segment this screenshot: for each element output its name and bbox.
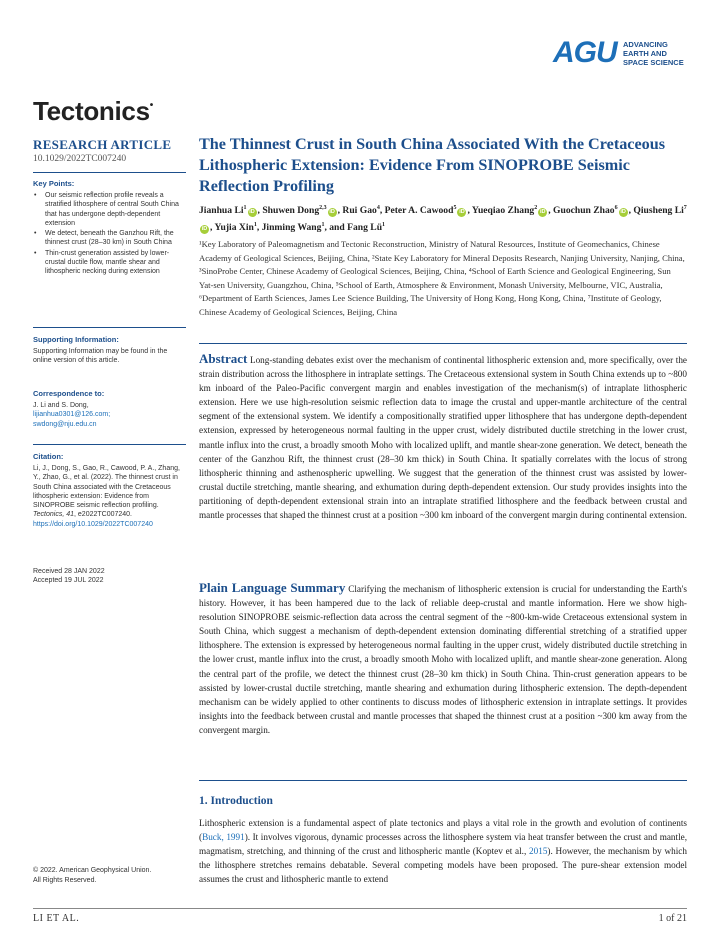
orcid-icon[interactable]: iD [201, 226, 208, 233]
author-name: Qiusheng Li [633, 205, 684, 217]
agu-logo[interactable] [553, 36, 693, 70]
citation-article-id: , e2022TC007240. [74, 511, 133, 519]
key-point-item: • Our seismic reflection profile reveals a stratified lithosphere of central South China that has undergone depth-dependent extension [33, 191, 183, 228]
correspondence-heading: Correspondence to: [33, 389, 105, 398]
author[interactable] [199, 205, 258, 216]
citation-body: Li, J., Dong, S., Gao, R., Cawood, P. A., Zhang, Y., Zhao, G., et al. (2022). The thinnest crust in South China associated with the Cretaceous lithospheric extension: Evidence from SINOPROBE seismic reflection profiling. [33, 465, 180, 510]
author-name: Jianhua Li [199, 205, 244, 217]
author-name: Peter A. Cawood [384, 205, 454, 217]
supporting-info-heading: Supporting Information: [33, 335, 119, 344]
orcid-icon[interactable]: iD [329, 209, 335, 216]
agu-logo-mark: AGU [553, 36, 617, 69]
key-point-item: • Thin-crust generation assisted by lower-crustal ductile flow, mantle shear and lithospheric necking during extension [33, 249, 183, 277]
divider [199, 343, 687, 344]
affiliations: ¹Key Laboratory of Paleomagnetism and Tectonic Reconstruction, Ministry of Natural Resources, Institute of Geomechanics, Chinese Academy of Geological Sciences, Beijing, China, ²State Key Laboratory for Mineral Deposits Research, Nanjing University, Nanjing, China, ³SinoProbe Center, Chinese Academy of Geological Sciences, Beijing, China, ⁴School of Earth Science and Geological Engineering, Sun Yat-sen University, Guangzhou, China, ⁵School of Earth, Atmosphere & Environment, Monash University, Melbourne, VIC, Australia, ⁶Department of Earth Sciences, James Lee Science Building, The University of Hong Kong, Hong Kong, China, ⁷Institute of Geology, Chinese Academy of Geological Sciences, Beijing, China [199, 239, 685, 317]
correspondence-email[interactable]: swdong@nju.edu.cn [33, 420, 97, 428]
orcid-icon[interactable]: iD [459, 209, 465, 216]
footer-divider [33, 908, 687, 909]
author-affiliation: 4 [376, 205, 380, 211]
abstract-heading: Abstract [199, 351, 248, 366]
copyright-line: All Rights Reserved. [33, 876, 97, 884]
author[interactable] [262, 222, 325, 233]
journal-mark: • [149, 100, 153, 111]
abstract-text: Long-standing debates exist over the mechanism of continental lithospheric extension and, more specifically, over the strain distribution across the lithosphere in intraplate settings. The Cretaceous extensional system in South China extends up to ~800 km inboard of the Paleo-Pacific convergent margin and enables investigation of the mechanism(s) of intraplate lithospheric extension. Here we use high-resolution seismic reflection data to image the crustal and upper-mantle architecture of the central segment of the extensional system. We identify a compositionally stratified upper lithosphere that has undergone depth-dependent extension, expressed by heterogeneous normal faulting in the upper crust, widely distributed ductile stretching in the lower crust, mantle influx into the crust, a broadly smooth Moho with localized uplift, and mantle shear-zone generation. We detect, beneath the center of the Ganzhou Rift, the thinnest crust (28–30 km thick) in South China. It spatially correlates with the locus of strong lithospheric thinning and asthenospheric upwelling. We suggest that the generation of the thinnest crust was assisted by lower-crustal ductile stretching, mantle shearing, and exhumation during depth-dependent extension. Our study provides insights into the partitioning of depth-dependent extensional strain into an intraplate stratified lithosphere and the feedback between crustal and mantle processes that shaped the thinnest crust at a position ~300 km inboard of the convergent margin during continental extension. [199, 355, 687, 521]
footer-authors: LI ET AL. [33, 913, 80, 924]
author[interactable] [214, 222, 256, 233]
author-affiliation: 7 [683, 205, 687, 211]
reference-link[interactable]: Buck, 1991 [202, 832, 245, 843]
orcid-icon[interactable]: iD [539, 209, 546, 216]
key-points-heading: Key Points: [33, 179, 75, 188]
key-points [33, 179, 183, 278]
reference-link[interactable]: 2015 [529, 846, 548, 857]
section-heading: 1. Introduction [199, 795, 273, 807]
correspondence [33, 389, 183, 429]
article-type: RESEARCH ARTICLE [33, 137, 172, 152]
citation [33, 452, 183, 529]
citation-heading: Citation: [33, 452, 64, 461]
author-name: Guochun Zhao [553, 205, 615, 217]
supporting-info-text: Supporting Information may be found in the online version of this article. [33, 348, 168, 365]
author[interactable] [553, 205, 629, 216]
article-meta [33, 137, 183, 164]
author-affiliation: 1 [253, 222, 257, 229]
author[interactable] [385, 205, 468, 216]
author-affiliation: 2,3 [319, 205, 327, 211]
agu-tagline-line: ADVANCING [623, 40, 668, 49]
dates [33, 567, 183, 586]
introduction-text [199, 816, 687, 886]
copyright-line: © 2022. American Geophysical Union. [33, 867, 152, 874]
plain-language-summary-text: Clarifying the mechanism of lithospheric extension is crucial for understanding the Earth's history. However, it has been hampered due to the lack of reliable deep-crustal and mantle information. Here we show high-resolution SINOPROBE seismic-reflection data across the central segment of the ~800-km-wide Cretaceous extensional system in South China, which suggest a mechanism of depth-dependent extension dominating differential stretching of a stratified upper lithosphere. The extension is expressed by heterogeneous normal faulting in the upper crust, widely distributed ductile stretching in the lower crust, mantle influx into the crust, a broadly smooth Moho with localized uplift, and mantle shear-zone generation. Along the central part of the profile, we detect the thinnest crust (28–30 km thick) in South China. Thin-crust generation appears to be assisted by lower-crustal ductile stretching, mantle shearing and exhumation during lithospheric extension. The depth-dependent mechanism can be widely applied to other continents to discuss modes of lithospheric extension in intraplate settings. It provides insights into the feedback between crustal and mantle processes that shaped the thinnest crust at a position ~300 km away from the convergent margin. [199, 584, 688, 735]
plain-language-summary-heading: Plain Language Summary [199, 580, 346, 595]
author-affiliation: 2 [534, 205, 538, 211]
article-doi[interactable]: 10.1029/2022TC007240 [33, 154, 127, 164]
correspondence-names: J. Li and S. Dong, [33, 402, 89, 409]
page-number: 1 of 21 [658, 913, 687, 924]
author[interactable] [342, 205, 379, 216]
author-name: Fang Lü [347, 222, 383, 234]
author-name: Jinming Wang [261, 222, 322, 234]
author-name: Yueqiao Zhang [471, 205, 535, 217]
supporting-info [33, 335, 183, 366]
abstract [199, 352, 687, 522]
author-affiliation: 1 [243, 205, 247, 211]
author-list: Jianhua Li$^1$iD , Shuwen Dong$^{2,3}$iD , Rui Gao$^4$, Peter A. Cawood$^5$iD , Yueqiao Zhang$^2$iD , Guochun Zhao$^6$iD , Qiusheng Li$^7$iD , Yujia Xin$^1$, Jinming Wang$^1$, and Fang $Lü^1$ [199, 205, 687, 234]
intro-text: ). It involves vigorous, dynamic processes across the lithosphere system via heat transfer between the crust and mantle, magmatism, stretching, and thinning of the crust and lithospheric mantle (Koptev et al., [199, 832, 687, 857]
divider [33, 327, 186, 328]
author-name: Shuwen Dong [262, 205, 320, 217]
author-affiliation: 1 [321, 222, 325, 229]
orcid-icon[interactable]: iD [249, 209, 255, 216]
divider [33, 444, 186, 445]
orcid-icon[interactable]: iD [620, 209, 626, 216]
agu-tagline-line: EARTH AND [623, 49, 667, 58]
author-affiliation: 1 [382, 222, 386, 229]
citation-volume: 41 [66, 511, 75, 519]
author-name: Yujia Xin [214, 222, 254, 234]
author-name: Rui Gao [342, 205, 377, 217]
received-date: Received 28 JAN 2022 [33, 568, 105, 575]
journal-title [33, 96, 153, 127]
correspondence-email[interactable]: lijianhua0301@126.com; [33, 411, 111, 419]
article-title: The Thinnest Crust in South China Associated With the Cretaceous Lithospheric Extension: Evidence From SINOPROBE Seismic Reflection Profiling [199, 135, 666, 195]
key-point-item: • We detect, beneath the Ganzhou Rift, the thinnest crust (28–30 km) in South China [33, 229, 183, 248]
agu-tagline [623, 40, 684, 67]
key-points-list [33, 191, 183, 277]
copyright [33, 866, 183, 885]
citation-link[interactable]: https://doi.org/10.1029/2022TC007240 [33, 520, 153, 528]
intro-text: Lithospheric extension is a fundamental aspect of plate tectonics and plays a vital role in the growth and evolution of continents ( [199, 818, 687, 843]
divider [33, 172, 186, 173]
intro-text: ). However, the mechanism by which the lithosphere stretches remains debatable. Several competing models have been proposed. The pure-shear extension model assumes the crust and lithospheric mantle to extend [199, 846, 687, 885]
citation-journal: Tectonics, [33, 511, 65, 519]
author-affiliation: 6 [614, 205, 618, 211]
author[interactable] [347, 222, 385, 233]
author-affiliation: 5 [453, 205, 457, 211]
plain-language-summary [199, 581, 687, 737]
journal-name: Tectonics [33, 96, 150, 126]
agu-tagline-line: SPACE SCIENCE [623, 58, 684, 67]
accepted-date: Accepted 19 JUL 2022 [33, 577, 104, 585]
divider [199, 780, 687, 781]
author[interactable] [262, 205, 337, 216]
citation-text [33, 464, 183, 529]
author[interactable] [472, 205, 548, 216]
